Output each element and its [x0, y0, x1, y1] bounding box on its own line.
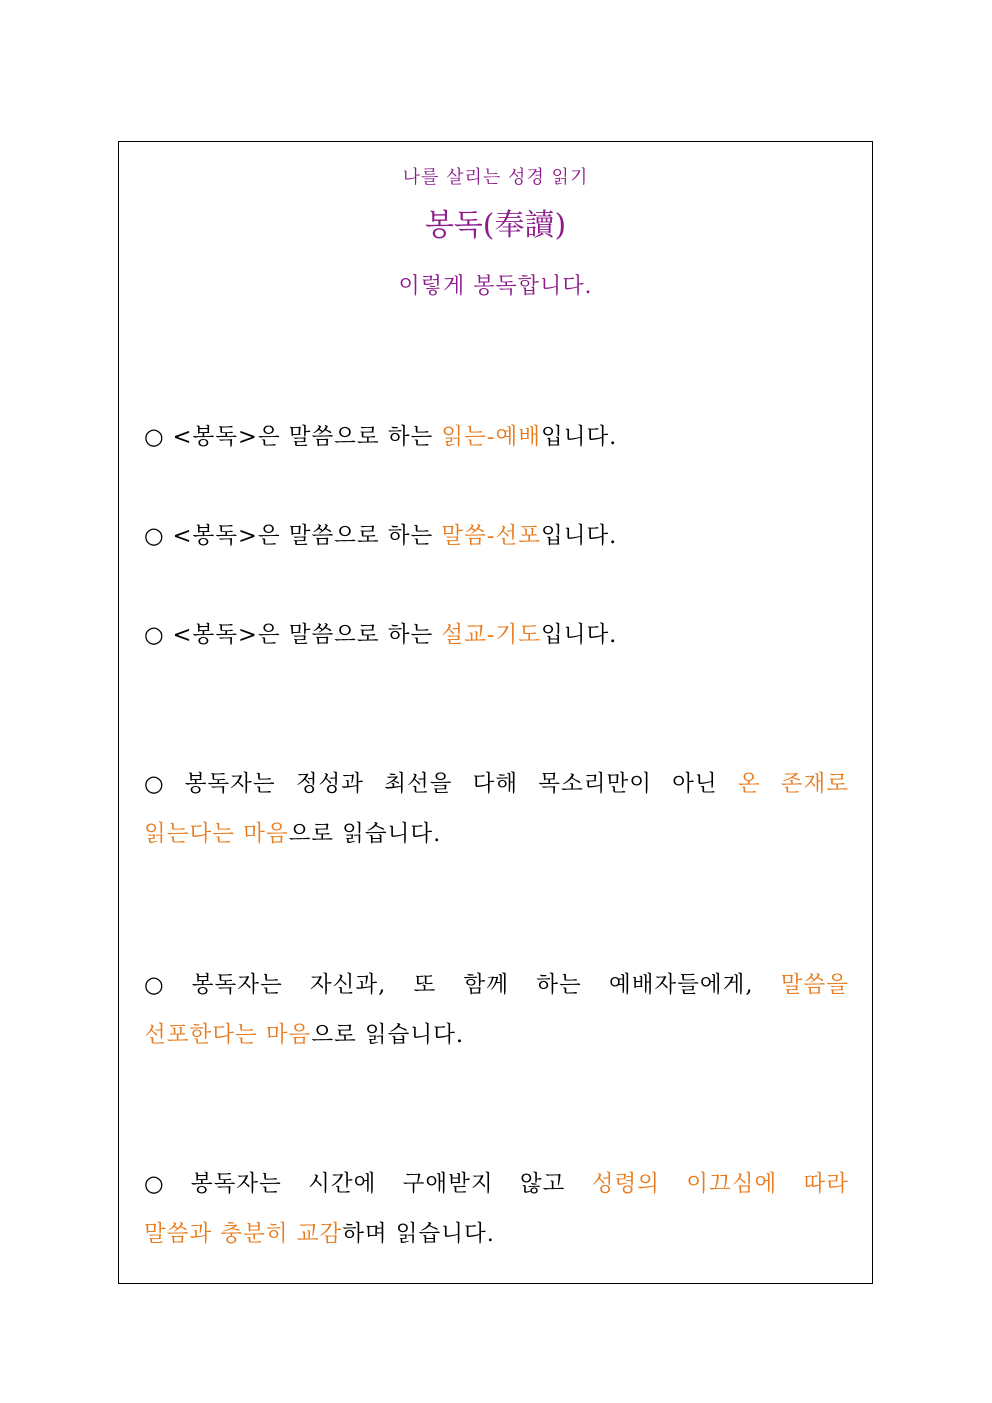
paragraph-highlight: 온 존재로: [737, 771, 849, 797]
item-text-end: 입니다.: [540, 622, 618, 648]
paragraph-text-end: 하며 읽습니다.: [342, 1221, 495, 1247]
paragraph-line: [144, 1159, 849, 1209]
paragraph-line: [144, 1209, 849, 1259]
guideline-paragraph: [144, 960, 849, 1060]
paragraph-line: [144, 759, 849, 809]
item-highlight: 말씀-선포: [441, 523, 541, 549]
circle-bullet-icon: ○: [144, 622, 165, 648]
document-frame: [118, 141, 873, 1284]
paragraph-highlight: 말씀을: [780, 972, 849, 998]
guideline-paragraph: [144, 759, 849, 859]
document-title: 봉독(奉讀): [424, 208, 567, 243]
circle-bullet-icon: ○: [144, 972, 184, 998]
document-tagline: 이렇게 봉독합니다.: [398, 274, 593, 299]
circle-bullet-icon: ○: [144, 771, 177, 797]
item-highlight: 설교-기도: [441, 622, 541, 648]
paragraph-text: 봉독자는 정성과 최선을 다해 목소리만이 아닌: [184, 771, 738, 797]
item-text-end: 입니다.: [540, 523, 618, 549]
definition-item: [144, 615, 849, 655]
paragraph-text-end: 으로 읽습니다.: [311, 1022, 465, 1048]
paragraph-highlight: 읽는다는 마음: [144, 821, 289, 847]
paragraph-line: [144, 960, 849, 1010]
item-highlight: 읽는-예배: [441, 424, 541, 450]
item-text: <봉독>은 말씀으로 하는: [172, 523, 442, 549]
circle-bullet-icon: ○: [144, 523, 165, 549]
definition-item: [144, 516, 849, 556]
item-text: <봉독>은 말씀으로 하는: [172, 424, 442, 450]
paragraph-highlight: 선포한다는 마음: [144, 1022, 312, 1048]
paragraph-highlight: 말씀과 충분히 교감: [144, 1221, 343, 1247]
definition-item: [144, 417, 849, 457]
paragraph-text-end: 으로 읽습니다.: [288, 821, 442, 847]
circle-bullet-icon: ○: [144, 424, 165, 450]
paragraph-text: 봉독자는 자신과, 또 함께 하는 예배자들에게,: [191, 972, 781, 998]
paragraph-text: 봉독자는 시간에 구애받지 않고: [190, 1171, 592, 1197]
circle-bullet-icon: ○: [144, 1171, 183, 1197]
paragraph-highlight: 성령의 이끄심에 따라: [591, 1171, 849, 1197]
paragraph-line: [144, 1010, 849, 1060]
item-text-end: 입니다.: [540, 424, 618, 450]
document-subtitle: 나를 살리는 성경 읽기: [402, 167, 589, 188]
guideline-paragraph: [144, 1159, 849, 1259]
item-text: <봉독>은 말씀으로 하는: [172, 622, 442, 648]
paragraph-line: [144, 809, 849, 859]
